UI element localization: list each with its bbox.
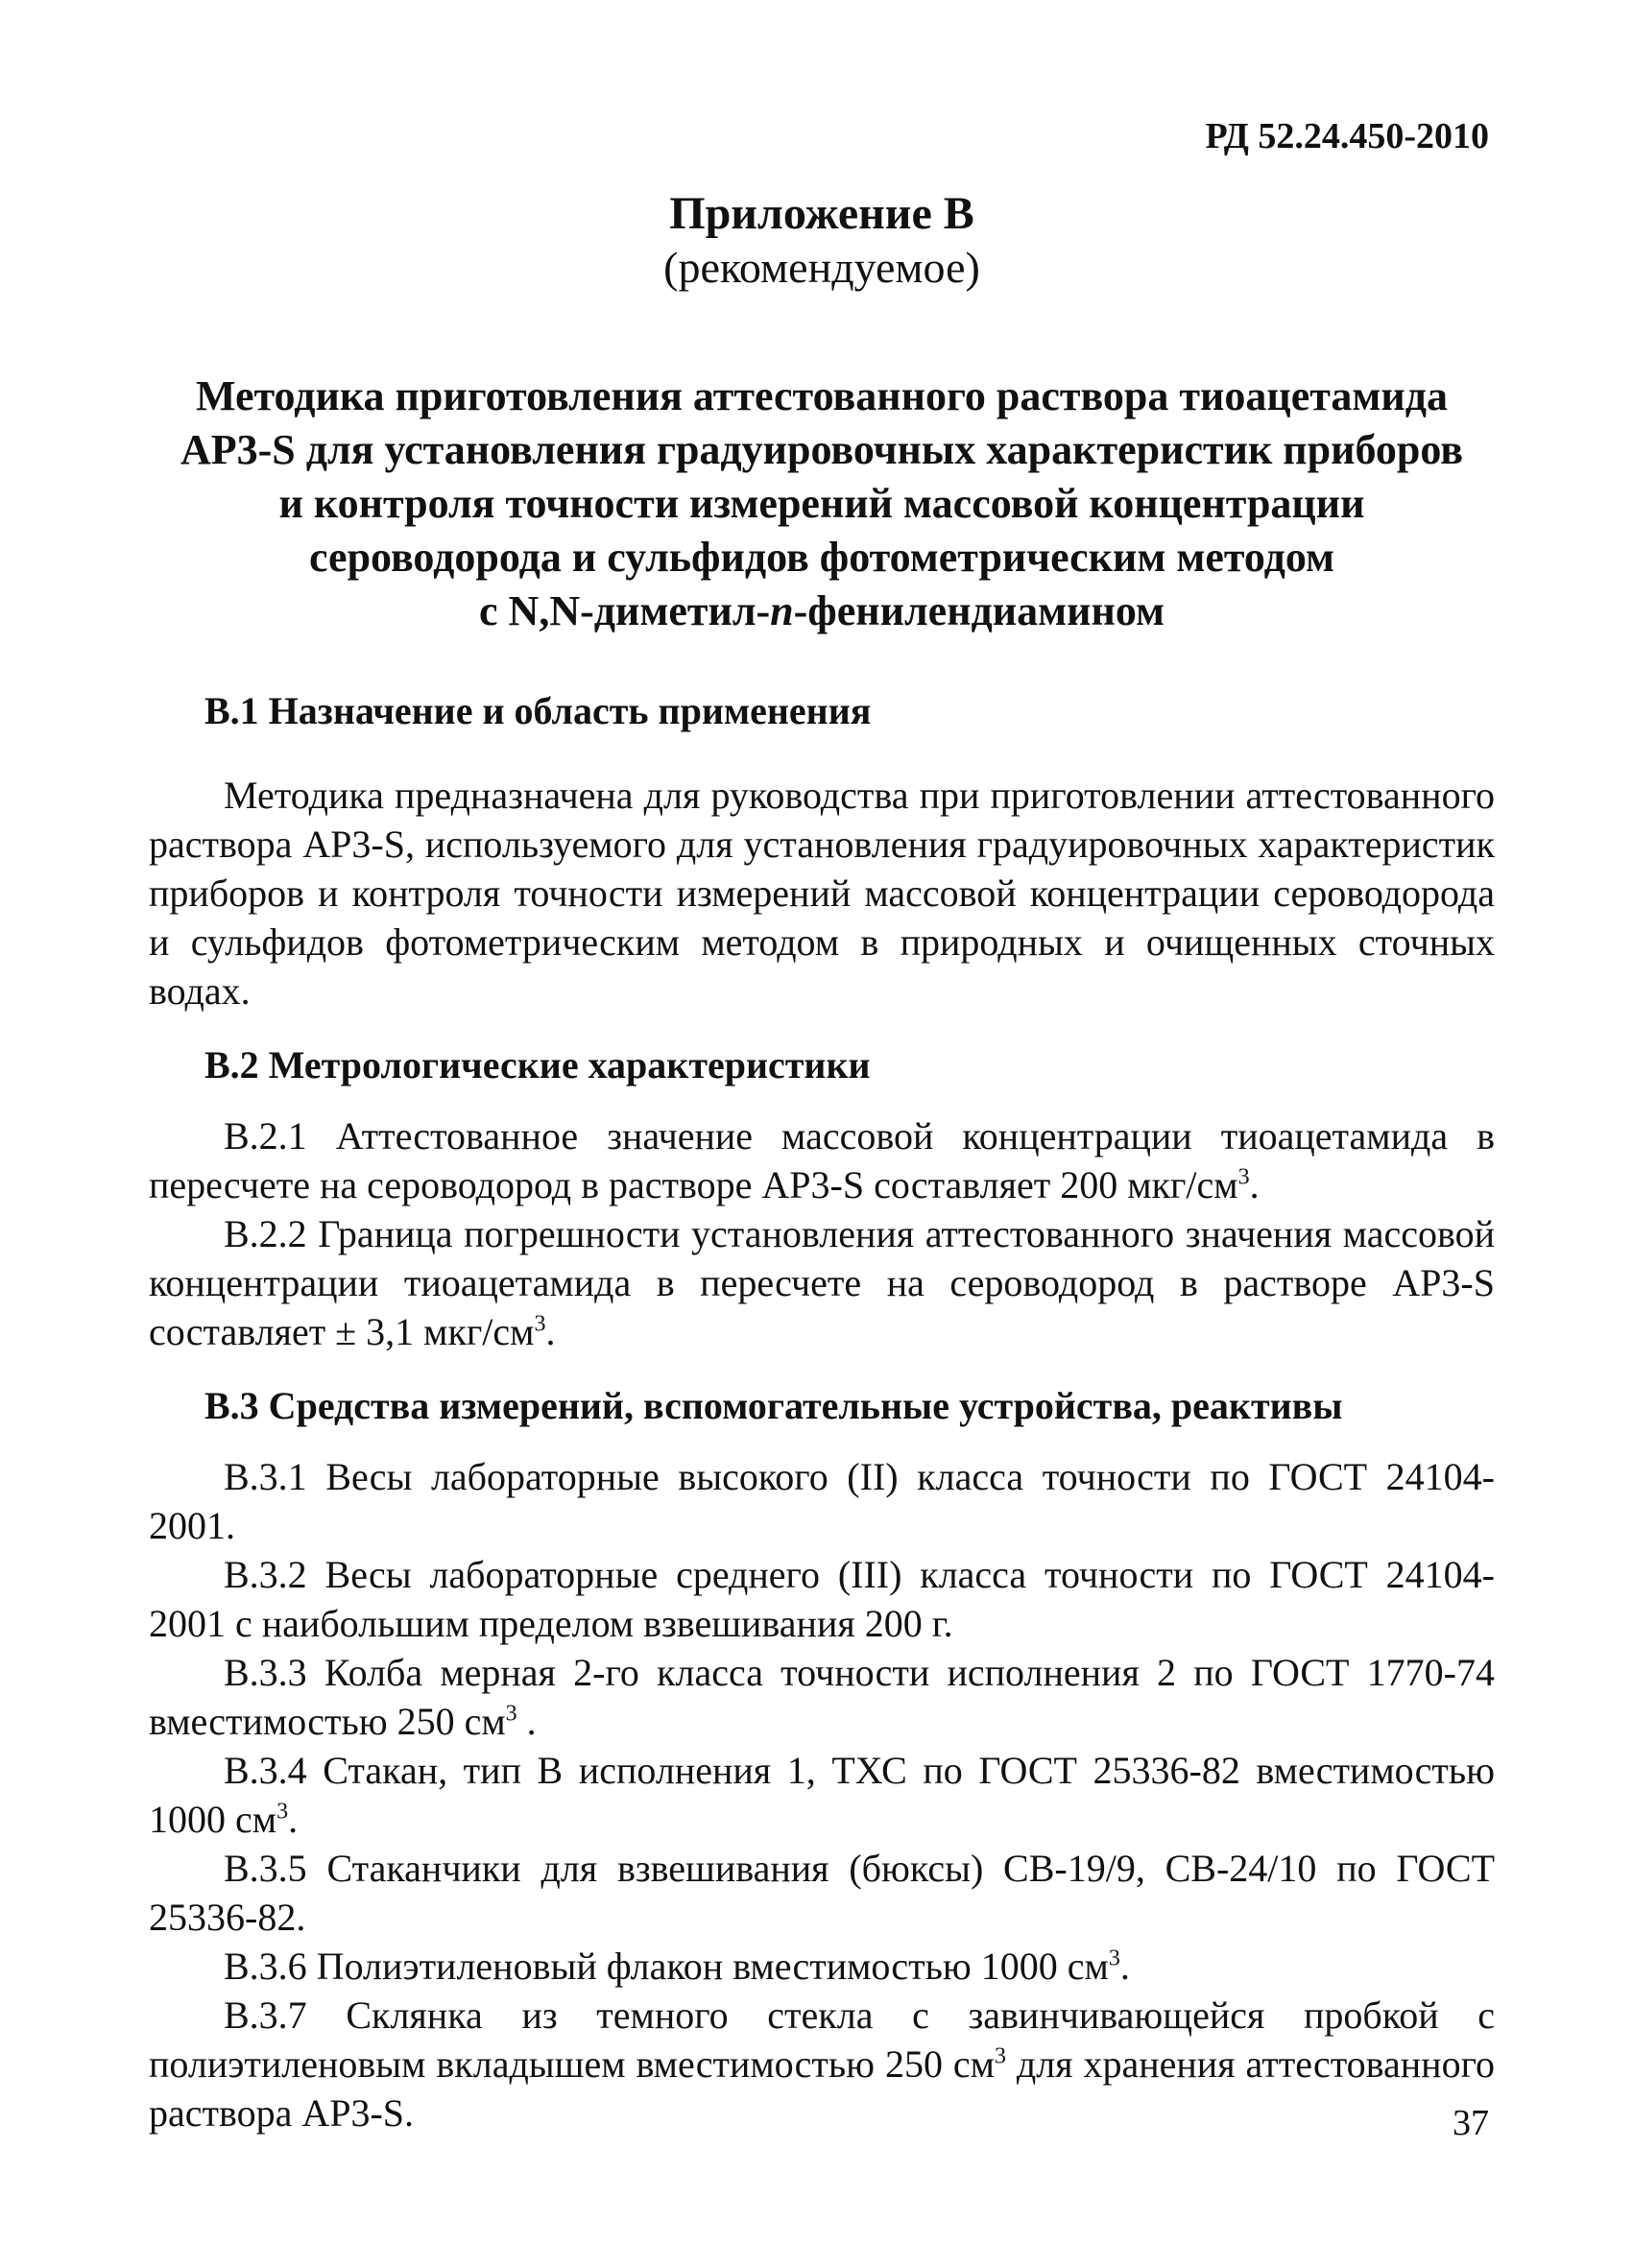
document-number: РД 52.24.450-2010 [1205,116,1489,156]
paragraph-end: . [288,1798,299,1841]
paragraph-b2-2-text: В.2.2 Граница погрешности установления аттестованного значения массовой концентрации тиоацетамида в пересчете на сероводород в растворе АР3-S составляет ± 3,1 мкг/см [149,1212,1495,1353]
main-title-line [149,585,1495,638]
main-title-line: Методика приготовления аттестованного раствора тиоацетамида [196,372,1448,419]
paragraph-b3-7-text: В.3.7 Склянка из темного стекла с завинчивающейся пробкой с полиэтиленовым вкладышем вместимостью 250 см [149,1993,1495,2086]
superscript: 3 [994,2043,1006,2069]
main-title-line: сероводорода и сульфидов фотометрическим методом [308,534,1335,581]
main-title-italic-letter: п [770,587,794,634]
paragraph-end: . [545,1310,556,1353]
paragraph-b3-6-text: В.3.6 Полиэтиленовый флакон вместимостью 1000 см [224,1945,1109,1988]
paragraph-b3-3-text: В.3.3 Колба мерная 2-го класса точности исполнения 2 по ГОСТ 1770-74 вместимостью 250 см [149,1651,1495,1743]
main-title [149,370,1495,638]
section-heading-b3: В.3 Средства измерений, вспомогательные устройства, реактивы [204,1384,1343,1427]
paragraph-b3-7-text-end: для хранения аттестованного раствора АР3-S. [149,2042,1495,2135]
section-heading-b2: В.2 Метрологические характеристики [204,1043,871,1086]
paragraph-b3-2: В.3.2 Весы лабораторные среднего (III) класса точности по ГОСТ 24104-2001 с наибольшим пределом взвешивания 200 г. [149,1553,1495,1645]
superscript: 3 [534,1311,546,1337]
paragraph-end: . [1249,1163,1260,1206]
paragraph-b3-6 [149,1942,1495,1991]
annex-subtitle: (рекомендуемое) [663,243,980,292]
section-heading-b1: В.1 Назначение и область применения [204,689,872,732]
superscript: 3 [276,1799,289,1825]
paragraph-end: . [1119,1945,1130,1988]
paragraph-end: . [516,1700,537,1743]
page-number: 37 [1453,2103,1489,2143]
section-b1-text: Методика предназначена для руководства при приготовлении аттестованного раствора АР3-S, используемого для установления градуировочных характеристик приборов и контроля точности измерений массовой концентрации сероводорода и сульфидов фотометрическим методом в природных и очищенных сточных водах. [149,774,1495,1013]
main-title-line: АР3-S для установления градуировочных характеристик приборов [180,426,1464,473]
paragraph-b3-5: В.3.5 Стаканчики для взвешивания (бюксы) СВ-19/9, СВ-24/10 по ГОСТ 25336-82. [149,1847,1495,1939]
superscript: 3 [1108,1946,1120,1971]
main-title-line5-end: -фенилендиамином [793,587,1165,634]
paragraph-b3-4-text: В.3.4 Стакан, тип В исполнения 1, ТХС по ГОСТ 25336-82 вместимостью 1000 см [149,1749,1495,1841]
paragraph-b2-2 [149,1209,1495,1356]
paragraph-b2-1-text: В.2.1 Аттестованное значение массовой концентрации тиоацетамида в пересчете на сероводород в растворе АР3-S составляет 200 мкг/см [149,1114,1495,1206]
superscript: 3 [1237,1164,1250,1190]
paragraph-b3-7 [149,1991,1495,2137]
paragraph-b3-1: В.3.1 Весы лабораторные высокого (II) класса точности по ГОСТ 24104-2001. [149,1455,1495,1547]
main-title-line: и контроля точности измерений массовой концентрации [278,480,1365,527]
main-title-line5-start: с N,N-диметил- [479,587,771,634]
paragraph-b3-3 [149,1648,1495,1746]
paragraph-b2-1 [149,1111,1495,1209]
superscript: 3 [505,1701,517,1727]
annex-title: Приложение В [669,188,974,239]
page-content [149,187,1495,2137]
paragraph-b3-4 [149,1746,1495,1844]
